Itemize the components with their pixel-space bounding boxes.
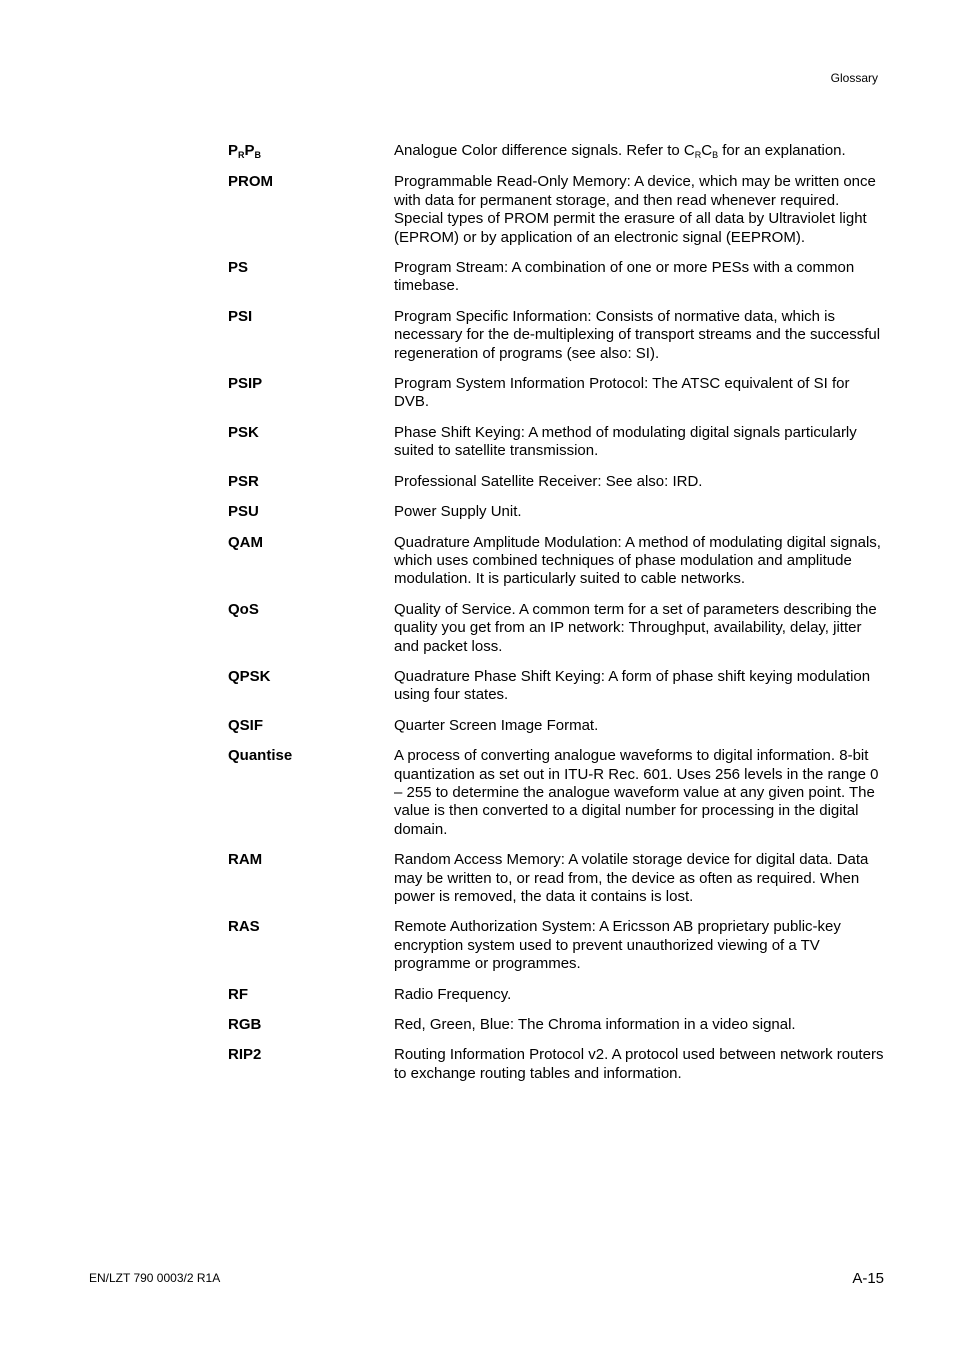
glossary-entry bbox=[228, 173, 888, 247]
running-header: Glossary bbox=[830, 71, 878, 85]
glossary-definition: Professional Satellite Receiver: See also: IRD. bbox=[394, 472, 703, 490]
glossary-definition: Remote Authorization System: A Ericsson AB proprietary public-key encryption system used to prevent unauthorized viewing of a TV programme or programmes. bbox=[394, 918, 841, 973]
glossary-entry bbox=[228, 534, 888, 589]
glossary-term: RGB bbox=[228, 1016, 262, 1034]
glossary-term: $P_RP_B$ bbox=[228, 142, 262, 160]
glossary-entry bbox=[228, 851, 888, 906]
glossary-definition: Red, Green, Blue: The Chroma information in a video signal. bbox=[394, 1016, 796, 1034]
glossary-definition: Quadrature Phase Shift Keying: A form of phase shift keying modulation using four states. bbox=[394, 667, 871, 704]
glossary-entry bbox=[228, 424, 888, 461]
glossary-term: PROM bbox=[228, 173, 273, 191]
glossary-entry bbox=[228, 601, 888, 656]
glossary-entry bbox=[228, 717, 888, 735]
glossary-entry bbox=[228, 259, 888, 296]
glossary-definition: Power Supply Unit. bbox=[394, 503, 522, 521]
subscript: B bbox=[712, 150, 719, 160]
page-number: A-15 bbox=[852, 1270, 884, 1287]
glossary-definition: Quadrature Amplitude Modulation: A method of modulating digital signals, which uses combined techniques of phase modulation and amplitude modulation. It is particularly suited to cable networks. bbox=[394, 533, 881, 588]
glossary-definition: Phase Shift Keying: A method of modulating digital signals particularly suited to satellite transmission. bbox=[394, 423, 857, 460]
glossary-definition: A process of converting analogue waveforms to digital information. 8-bit quantization as set out in ITU-R Rec. 601. Uses 256 levels in the range 0 – 255 to determine the analogue waveform value at any given point. The value is then converted to a digital number for processing in the digital domain. bbox=[394, 747, 879, 838]
glossary-term: PSR bbox=[228, 472, 259, 490]
glossary-term: PSK bbox=[228, 423, 259, 441]
glossary-entry bbox=[228, 1016, 888, 1034]
glossary-entry bbox=[228, 1046, 888, 1083]
glossary-definition: Program Specific Information: Consists of normative data, which is necessary for the de-multiplexing of transport streams and the successful regeneration of programs (see also: SI). bbox=[394, 307, 881, 362]
glossary-definition: Program System Information Protocol: The ATSC equivalent of SI for DVB. bbox=[394, 375, 850, 411]
glossary-definition: Quarter Screen Image Format. bbox=[394, 716, 599, 734]
glossary-definition: Programmable Read-Only Memory: A device, which may be written once with data for permanent storage, and then read whenever required. Special types of PROM permit the erasure of all data by Ultraviolet light (EPROM) or by application of an electronic signal (EEPROM). bbox=[394, 173, 876, 246]
glossary-entry bbox=[228, 142, 888, 161]
glossary-definition: Radio Frequency. bbox=[394, 985, 512, 1003]
glossary-definition: Program Stream: A combination of one or more PESs with a common timebase. bbox=[394, 259, 855, 295]
glossary-definition: Routing Information Protocol v2. A protocol used between network routers to exchange routing tables and information. bbox=[394, 1046, 884, 1082]
glossary-term: QoS bbox=[228, 600, 259, 618]
glossary-term: PSU bbox=[228, 503, 259, 521]
glossary-term: RAM bbox=[228, 851, 263, 869]
glossary-term: QPSK bbox=[228, 667, 271, 685]
glossary-entry bbox=[228, 918, 888, 973]
glossary-definition: Random Access Memory: A volatile storage device for digital data. Data may be written to, or read from, the device as often as required. When power is removed, the data it contains is lost. bbox=[394, 851, 869, 905]
glossary-entry bbox=[228, 308, 888, 363]
glossary-term: PSIP bbox=[228, 375, 263, 393]
glossary-term: QAM bbox=[228, 533, 263, 551]
glossary-term: RIP2 bbox=[228, 1046, 262, 1064]
glossary-term: PS bbox=[228, 259, 249, 277]
glossary-entry bbox=[228, 503, 888, 521]
glossary-list bbox=[228, 142, 888, 1095]
glossary-entry bbox=[228, 747, 888, 839]
glossary-term: Quantise bbox=[228, 747, 293, 765]
glossary-term: RF bbox=[228, 985, 248, 1003]
glossary-entry bbox=[228, 375, 888, 412]
glossary-definition: Quality of Service. A common term for a set of parameters describing the quality you get from an IP network: Throughput, availability, delay, jitter and packet loss. bbox=[394, 600, 877, 655]
glossary-term: RAS bbox=[228, 918, 260, 936]
glossary-term: PSI bbox=[228, 307, 253, 325]
glossary-definition: Analogue Color difference signals. Refer to $C_RC_B$ for an explanation. bbox=[394, 142, 846, 160]
subscript: R bbox=[694, 150, 702, 160]
glossary-entry bbox=[228, 473, 888, 491]
glossary-entry bbox=[228, 986, 888, 1004]
subscript: R bbox=[238, 150, 245, 160]
subscript: B bbox=[254, 150, 262, 160]
document-id: EN/LZT 790 0003/2 R1A bbox=[89, 1271, 221, 1285]
glossary-entry bbox=[228, 668, 888, 705]
glossary-term: QSIF bbox=[228, 716, 264, 734]
